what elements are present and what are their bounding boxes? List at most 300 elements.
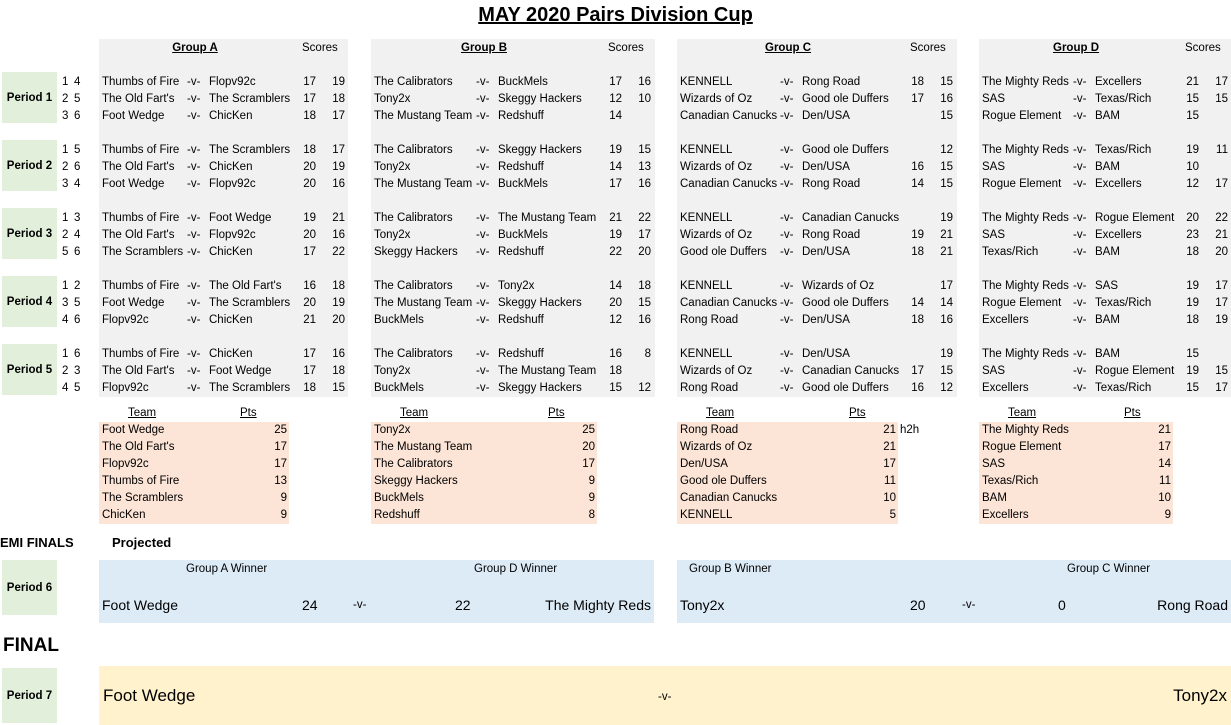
vs-separator: -v- bbox=[187, 93, 201, 105]
home-team: The Old Fart's bbox=[102, 93, 175, 105]
pair-number: 6 bbox=[74, 161, 81, 173]
away-score: 13 bbox=[638, 161, 651, 173]
away-score: 18 bbox=[332, 280, 345, 292]
home-team: The Mighty Reds bbox=[982, 348, 1069, 360]
away-score: 17 bbox=[1215, 297, 1228, 309]
away-score: 18 bbox=[332, 365, 345, 377]
away-score: 14 bbox=[940, 297, 953, 309]
vs-separator: -v- bbox=[187, 212, 201, 224]
away-team: BAM bbox=[1095, 246, 1120, 258]
away-score: 21 bbox=[332, 212, 345, 224]
away-score: 17 bbox=[1215, 382, 1228, 394]
away-team: Texas/Rich bbox=[1095, 297, 1152, 309]
away-team: Skeggy Hackers bbox=[498, 93, 582, 105]
standings-pts: 17 bbox=[883, 458, 896, 470]
away-score: 15 bbox=[940, 161, 953, 173]
away-score: 17 bbox=[638, 229, 651, 241]
home-team: The Calibrators bbox=[374, 144, 453, 156]
away-score: 15 bbox=[1215, 93, 1228, 105]
vs-separator: -v- bbox=[187, 297, 201, 309]
home-score: 19 bbox=[609, 144, 622, 156]
home-team: Canadian Canucks bbox=[680, 178, 778, 190]
home-team: Rong Road bbox=[680, 314, 739, 326]
home-score: 17 bbox=[303, 93, 316, 105]
vs-separator: -v- bbox=[187, 314, 201, 326]
pair-number: 6 bbox=[74, 110, 81, 122]
standings-team: The Mustang Team bbox=[374, 441, 473, 453]
away-team: Canadian Canucks bbox=[802, 212, 900, 224]
pair-number: 5 bbox=[62, 246, 69, 258]
standings-pts: 11 bbox=[1159, 475, 1171, 487]
away-score: 16 bbox=[638, 178, 651, 190]
home-team: The Mustang Team bbox=[374, 110, 473, 122]
home-score: 18 bbox=[1186, 246, 1199, 258]
vs-separator: -v- bbox=[780, 178, 794, 190]
away-team: Wizards of Oz bbox=[802, 280, 875, 292]
pair-number: 2 bbox=[62, 365, 69, 377]
away-team: The Scramblers bbox=[209, 382, 291, 394]
away-team: Redshuff bbox=[498, 246, 544, 258]
standings-pts: 14 bbox=[1158, 458, 1171, 470]
away-team: BAM bbox=[1095, 161, 1120, 173]
home-team: Texas/Rich bbox=[982, 246, 1039, 258]
away-team: ChicKen bbox=[209, 314, 253, 326]
pair-number: 3 bbox=[62, 297, 69, 309]
pair-number: 1 bbox=[62, 76, 69, 88]
home-team: Wizards of Oz bbox=[680, 93, 753, 105]
pair-number: 3 bbox=[74, 212, 81, 224]
away-team: Texas/Rich bbox=[1095, 382, 1152, 394]
away-score: 21 bbox=[1215, 229, 1228, 241]
away-score: 15 bbox=[638, 144, 651, 156]
home-score: 20 bbox=[303, 229, 316, 241]
away-team: Flopv92c bbox=[209, 178, 256, 190]
home-team: Tony2x bbox=[374, 229, 411, 241]
pair-number: 1 bbox=[62, 348, 69, 360]
home-team: Thumbs of Fire bbox=[102, 212, 180, 224]
away-score: 17 bbox=[332, 110, 345, 122]
home-score: 20 bbox=[303, 178, 316, 190]
standings-pts: 21 bbox=[1158, 424, 1171, 436]
vs-separator: -v- bbox=[476, 314, 490, 326]
standings-team: Rogue Element bbox=[982, 441, 1062, 453]
home-team: Canadian Canucks bbox=[680, 297, 778, 309]
group-title: Group D bbox=[1053, 42, 1099, 54]
home-score: 23 bbox=[1186, 229, 1199, 241]
vs-separator: -v- bbox=[476, 93, 490, 105]
away-team: BAM bbox=[1095, 314, 1120, 326]
standings-pts: 17 bbox=[274, 458, 287, 470]
home-team: Tony2x bbox=[374, 93, 411, 105]
pair-number: 4 bbox=[74, 178, 81, 190]
home-team: The Mustang Team bbox=[374, 297, 473, 309]
home-score: 19 bbox=[911, 229, 924, 241]
away-score: 17 bbox=[1215, 280, 1228, 292]
away-score: 19 bbox=[940, 212, 953, 224]
vs-separator: -v- bbox=[476, 76, 490, 88]
pair-number: 6 bbox=[74, 348, 81, 360]
period-label: Period 6 bbox=[2, 560, 57, 615]
standings-team: Thumbs of Fire bbox=[102, 475, 180, 487]
vs-separator: -v- bbox=[476, 161, 490, 173]
semi-right-score: 22 bbox=[455, 597, 471, 613]
standings-team: The Calibrators bbox=[374, 458, 453, 470]
away-score: 15 bbox=[940, 110, 953, 122]
vs-separator: -v- bbox=[476, 144, 490, 156]
away-team: Rong Road bbox=[802, 76, 861, 88]
semi-right-label: Group D Winner bbox=[474, 563, 558, 575]
away-team: Rogue Element bbox=[1095, 212, 1175, 224]
away-score: 16 bbox=[940, 93, 953, 105]
standings-pts: 21 bbox=[883, 424, 896, 436]
vs-separator: -v- bbox=[1073, 76, 1087, 88]
vs-separator: -v- bbox=[187, 246, 201, 258]
semi-left-label: Group B Winner bbox=[689, 563, 772, 575]
vs-separator: -v- bbox=[187, 229, 201, 241]
home-team: The Calibrators bbox=[374, 212, 453, 224]
standings-pts: 25 bbox=[274, 424, 287, 436]
home-score: 20 bbox=[303, 297, 316, 309]
away-team: Canadian Canucks bbox=[802, 365, 900, 377]
home-score: 10 bbox=[1186, 161, 1199, 173]
away-team: Excellers bbox=[1095, 76, 1142, 88]
home-team: The Mighty Reds bbox=[982, 280, 1069, 292]
standings-team: The Mighty Reds bbox=[982, 424, 1069, 436]
away-team: Flopv92c bbox=[209, 76, 256, 88]
vs-separator: -v- bbox=[187, 110, 201, 122]
vs-separator: -v- bbox=[780, 76, 794, 88]
vs-separator: -v- bbox=[1073, 161, 1087, 173]
standings-pts: 21 bbox=[883, 441, 896, 453]
away-score: 16 bbox=[332, 348, 345, 360]
away-team: Good ole Duffers bbox=[802, 144, 889, 156]
home-team: The Mustang Team bbox=[374, 178, 473, 190]
home-team: The Mighty Reds bbox=[982, 212, 1069, 224]
home-team: BuckMels bbox=[374, 382, 424, 394]
home-score: 14 bbox=[609, 280, 622, 292]
away-team: SAS bbox=[1095, 280, 1119, 292]
home-team: The Mighty Reds bbox=[982, 144, 1069, 156]
pair-number: 4 bbox=[62, 314, 69, 326]
semi-left-score: 24 bbox=[302, 597, 318, 613]
home-score: 21 bbox=[1186, 76, 1199, 88]
home-score: 16 bbox=[303, 280, 316, 292]
away-team: The Mustang Team bbox=[498, 212, 597, 224]
vs-separator: -v- bbox=[476, 110, 490, 122]
away-score: 19 bbox=[1215, 314, 1228, 326]
away-team: Den/USA bbox=[802, 110, 850, 122]
home-score: 12 bbox=[1186, 178, 1199, 190]
away-score: 16 bbox=[638, 76, 651, 88]
vs-separator: -v- bbox=[187, 382, 201, 394]
home-score: 15 bbox=[1186, 110, 1199, 122]
pair-number: 5 bbox=[74, 144, 81, 156]
away-team: Good ole Duffers bbox=[802, 93, 889, 105]
vs-separator: -v- bbox=[780, 382, 794, 394]
home-score: 15 bbox=[1186, 93, 1199, 105]
standings-pts: 13 bbox=[274, 475, 287, 487]
pair-number: 3 bbox=[62, 178, 69, 190]
away-score: 17 bbox=[1215, 178, 1228, 190]
home-team: Rong Road bbox=[680, 382, 739, 394]
away-team: Den/USA bbox=[802, 246, 850, 258]
standings-team: Flopv92c bbox=[102, 458, 149, 470]
away-team: Texas/Rich bbox=[1095, 93, 1152, 105]
vs-separator: -v- bbox=[476, 212, 490, 224]
standings-pts: 17 bbox=[1158, 441, 1171, 453]
home-score: 19 bbox=[1186, 280, 1199, 292]
away-team: Redshuff bbox=[498, 110, 544, 122]
away-team: Den/USA bbox=[802, 348, 850, 360]
standings-pts: 11 bbox=[884, 475, 896, 487]
vs-separator: -v- bbox=[187, 348, 201, 360]
vs-separator: -v- bbox=[658, 691, 672, 703]
group-title: Group B bbox=[461, 42, 507, 54]
vs-separator: -v- bbox=[780, 280, 794, 292]
home-score: 18 bbox=[303, 382, 316, 394]
vs-separator: -v- bbox=[780, 93, 794, 105]
away-team: ChicKen bbox=[209, 348, 253, 360]
away-score: 17 bbox=[940, 280, 953, 292]
away-score: 17 bbox=[1215, 76, 1228, 88]
home-team: KENNELL bbox=[680, 76, 733, 88]
vs-separator: -v- bbox=[1073, 382, 1087, 394]
standings-team: BAM bbox=[982, 492, 1007, 504]
final-right-team: Tony2x bbox=[1173, 686, 1227, 705]
away-score: 16 bbox=[940, 314, 953, 326]
home-score: 22 bbox=[609, 246, 622, 258]
semi-final-band bbox=[99, 560, 654, 623]
home-team: The Calibrators bbox=[374, 76, 453, 88]
pair-number: 2 bbox=[62, 93, 69, 105]
vs-separator: -v- bbox=[476, 246, 490, 258]
standings-pts: 8 bbox=[588, 509, 595, 521]
home-team: Rogue Element bbox=[982, 178, 1062, 190]
home-score: 19 bbox=[609, 229, 622, 241]
group-title: Group C bbox=[765, 42, 811, 54]
standings-team: BuckMels bbox=[374, 492, 424, 504]
home-team: The Calibrators bbox=[374, 280, 453, 292]
away-team: BuckMels bbox=[498, 229, 548, 241]
group-title: Group A bbox=[172, 42, 218, 54]
away-team: Rogue Element bbox=[1095, 365, 1175, 377]
home-score: 12 bbox=[609, 93, 622, 105]
vs-separator: -v- bbox=[187, 280, 201, 292]
standings-pts: 10 bbox=[883, 492, 896, 504]
away-team: Tony2x bbox=[498, 280, 535, 292]
away-team: Excellers bbox=[1095, 178, 1142, 190]
semi-right-team: Rong Road bbox=[1157, 597, 1228, 613]
away-score: 16 bbox=[638, 314, 651, 326]
standings-pts: 20 bbox=[582, 441, 595, 453]
period-label: Period 1 bbox=[2, 72, 57, 123]
vs-separator: -v- bbox=[187, 365, 201, 377]
home-score: 18 bbox=[303, 144, 316, 156]
period-label: Period 2 bbox=[2, 140, 57, 191]
away-score: 16 bbox=[332, 229, 345, 241]
home-team: SAS bbox=[982, 161, 1006, 173]
away-team: Rong Road bbox=[802, 229, 861, 241]
h2h-note: h2h bbox=[900, 424, 920, 436]
home-team: Thumbs of Fire bbox=[102, 280, 180, 292]
home-team: Excellers bbox=[982, 314, 1029, 326]
standings-team: Excellers bbox=[982, 509, 1029, 521]
pair-number: 2 bbox=[62, 229, 69, 241]
home-team: Wizards of Oz bbox=[680, 365, 753, 377]
standings-pts: 9 bbox=[280, 492, 287, 504]
home-team: Canadian Canucks bbox=[680, 110, 778, 122]
away-team: Den/USA bbox=[802, 161, 850, 173]
vs-separator: -v- bbox=[1073, 348, 1087, 360]
home-score: 20 bbox=[1186, 212, 1199, 224]
home-team: Foot Wedge bbox=[102, 297, 165, 309]
home-score: 18 bbox=[911, 76, 924, 88]
away-team: BAM bbox=[1095, 348, 1120, 360]
home-score: 19 bbox=[1186, 144, 1199, 156]
away-score: 15 bbox=[940, 365, 953, 377]
away-team: Skeggy Hackers bbox=[498, 382, 582, 394]
standings-team: Den/USA bbox=[680, 458, 728, 470]
vs-separator: -v- bbox=[1073, 178, 1087, 190]
away-team: BuckMels bbox=[498, 76, 548, 88]
vs-separator: -v- bbox=[476, 229, 490, 241]
standings-pts: 17 bbox=[582, 458, 595, 470]
home-score: 17 bbox=[303, 246, 316, 258]
away-team: Redshuff bbox=[498, 161, 544, 173]
standings-pts-header: Pts bbox=[548, 407, 565, 419]
home-score: 21 bbox=[609, 212, 622, 224]
vs-separator: -v- bbox=[476, 365, 490, 377]
home-score: 17 bbox=[303, 348, 316, 360]
away-score: 22 bbox=[638, 212, 651, 224]
home-score: 15 bbox=[609, 382, 622, 394]
standings-team: Canadian Canucks bbox=[680, 492, 778, 504]
vs-separator: -v- bbox=[780, 212, 794, 224]
away-score: 21 bbox=[940, 246, 953, 258]
vs-separator: -v- bbox=[187, 178, 201, 190]
away-team: ChicKen bbox=[209, 246, 253, 258]
vs-separator: -v- bbox=[1073, 212, 1087, 224]
home-team: SAS bbox=[982, 229, 1006, 241]
standings-team: Redshuff bbox=[374, 509, 420, 521]
away-score: 22 bbox=[332, 246, 345, 258]
home-team: Good ole Duffers bbox=[680, 246, 767, 258]
vs-separator: -v- bbox=[1073, 110, 1087, 122]
vs-separator: -v- bbox=[1073, 229, 1087, 241]
pair-number: 3 bbox=[74, 365, 81, 377]
home-team: Rogue Element bbox=[982, 297, 1062, 309]
standings-pts: 5 bbox=[889, 509, 896, 521]
away-score: 22 bbox=[1215, 212, 1228, 224]
vs-separator: -v- bbox=[1073, 297, 1087, 309]
vs-separator: -v- bbox=[780, 348, 794, 360]
home-score: 14 bbox=[911, 297, 924, 309]
home-score: 17 bbox=[609, 178, 622, 190]
away-score: 19 bbox=[332, 76, 345, 88]
home-score: 19 bbox=[303, 212, 316, 224]
pair-number: 6 bbox=[74, 314, 81, 326]
vs-separator: -v- bbox=[476, 382, 490, 394]
away-score: 8 bbox=[644, 348, 651, 360]
period-label: Period 3 bbox=[2, 208, 57, 259]
home-score: 17 bbox=[303, 76, 316, 88]
home-team: BuckMels bbox=[374, 314, 424, 326]
home-team: Tony2x bbox=[374, 161, 411, 173]
home-team: The Calibrators bbox=[374, 348, 453, 360]
away-team: Den/USA bbox=[802, 314, 850, 326]
away-score: 12 bbox=[940, 382, 953, 394]
vs-separator: -v- bbox=[353, 599, 367, 611]
away-team: Flopv92c bbox=[209, 229, 256, 241]
home-team: The Scramblers bbox=[102, 246, 184, 258]
home-team: Thumbs of Fire bbox=[102, 144, 180, 156]
vs-separator: -v- bbox=[780, 297, 794, 309]
pair-number: 4 bbox=[74, 76, 81, 88]
away-score: 15 bbox=[940, 178, 953, 190]
standings-pts: 9 bbox=[588, 492, 595, 504]
page-title: MAY 2020 Pairs Division Cup bbox=[478, 4, 753, 26]
semi-left-team: Tony2x bbox=[680, 597, 725, 613]
semi-finals-heading: EMI FINALS bbox=[0, 535, 74, 550]
vs-separator: -v- bbox=[1073, 93, 1087, 105]
home-score: 21 bbox=[303, 314, 316, 326]
period-label: Period 5 bbox=[2, 344, 57, 395]
home-score: 20 bbox=[609, 297, 622, 309]
home-score: 18 bbox=[1186, 314, 1199, 326]
home-score: 14 bbox=[911, 178, 924, 190]
away-team: The Scramblers bbox=[209, 144, 291, 156]
vs-separator: -v- bbox=[780, 246, 794, 258]
away-score: 19 bbox=[940, 348, 953, 360]
standings-team: Foot Wedge bbox=[102, 424, 165, 436]
home-team: KENNELL bbox=[680, 280, 733, 292]
home-team: KENNELL bbox=[680, 212, 733, 224]
pair-number: 1 bbox=[62, 280, 69, 292]
home-team: The Old Fart's bbox=[102, 229, 175, 241]
home-team: Thumbs of Fire bbox=[102, 348, 180, 360]
home-team: KENNELL bbox=[680, 348, 733, 360]
home-score: 18 bbox=[911, 246, 924, 258]
pair-number: 3 bbox=[62, 110, 69, 122]
home-score: 19 bbox=[1186, 365, 1199, 377]
away-score: 10 bbox=[638, 93, 651, 105]
away-score: 20 bbox=[638, 246, 651, 258]
period-label: Period 7 bbox=[2, 668, 57, 723]
home-score: 20 bbox=[303, 161, 316, 173]
projected-label: Projected bbox=[112, 535, 172, 550]
home-team: Wizards of Oz bbox=[680, 229, 753, 241]
vs-separator: -v- bbox=[1073, 246, 1087, 258]
home-team: Flopv92c bbox=[102, 382, 149, 394]
away-team: Rong Road bbox=[802, 178, 861, 190]
standings-team: Skeggy Hackers bbox=[374, 475, 458, 487]
away-score: 17 bbox=[332, 144, 345, 156]
away-team: Skeggy Hackers bbox=[498, 297, 582, 309]
away-team: Redshuff bbox=[498, 348, 544, 360]
vs-separator: -v- bbox=[187, 76, 201, 88]
vs-separator: -v- bbox=[1073, 365, 1087, 377]
standings-team: Texas/Rich bbox=[982, 475, 1039, 487]
home-team: Foot Wedge bbox=[102, 178, 165, 190]
away-score: 11 bbox=[1216, 144, 1228, 156]
vs-separator: -v- bbox=[780, 365, 794, 377]
vs-separator: -v- bbox=[1073, 314, 1087, 326]
away-score: 12 bbox=[638, 382, 651, 394]
pair-number: 5 bbox=[74, 382, 81, 394]
home-team: Tony2x bbox=[374, 365, 411, 377]
vs-separator: -v- bbox=[476, 297, 490, 309]
standings-pts-header: Pts bbox=[1124, 407, 1141, 419]
